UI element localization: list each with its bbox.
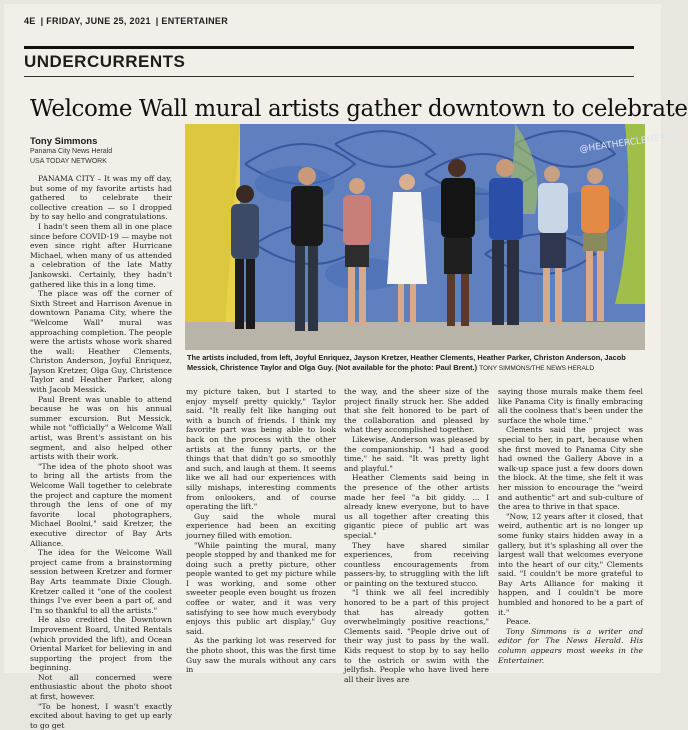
- paragraph: Not all concerned were enthusiastic about the photo shoot at first, however.: [30, 672, 172, 702]
- mural-photo: [185, 124, 679, 350]
- paragraph: Likewise, Anderson was pleased by the companionship. "I had a good time," he said. "It was pretty light and playful.": [344, 434, 489, 473]
- page-number: 4E: [24, 16, 36, 26]
- paragraph: Paul Brent was unable to attend because he was on his annual summer excursion. But Messick, while not "officially" a Welcome Wall artist, was Brent's assistant on his segment, and also helped other artists with their work.: [30, 394, 172, 462]
- article-column-4: [498, 387, 643, 673]
- photo-caption: [187, 353, 643, 373]
- section-title: UNDERCURRENTS: [24, 52, 186, 71]
- photo-credit: TONY SIMMONS/THE NEWS HERALD: [479, 364, 595, 372]
- paragraph: Heather Clements said being in the presence of the other artists made her feel "a bit giddy. ... I already knew everyone, but to have us all together after creating this gigantic piece of public art was special.": [344, 473, 489, 540]
- section-top-rule: [24, 46, 634, 49]
- mural-signature: @HEATHERCLEMENTS: [579, 131, 679, 155]
- paragraph: As the parking lot was reserved for the photo shoot, this was the first time Guy saw the murals without any cars in: [186, 636, 336, 675]
- newspaper-page: [4, 4, 688, 730]
- paragraph: PANAMA CITY – It was my off day, but some of my favorite artists had gathered to celebrate their collective creation — so I dropped by to say hello and congratulations.: [30, 174, 172, 222]
- section-bottom-rule: [24, 76, 634, 77]
- paragraph: "The idea of the photo shoot was to bring all the artists from the Welcome Wall together to celebrate the project and capture the moment through the lens of one of my favorite local photographers, Michael Boolni," said Kretzer, the executive director of Bay Arts Alliance.: [30, 461, 172, 548]
- paragraph: "Now, 12 years after it closed, that weird, authentic art is no longer up some funky stairs hidden away in a gallery, but it's splashing all over the largest wall that welcomes everyone into the heart of our city," Clements said. "I couldn't be more grateful to Bay Arts Alliance for making it happen, and I couldn't be more humbled and honored to be a part of it.": [498, 511, 643, 617]
- paragraph: He also credited the Downtown Improvement Board, United Rentals (which provided the lift), and Ocean Oriental Market for believing in and supporting the project from the beginning.: [30, 615, 172, 673]
- paragraph: the way, and the sheer size of the project finally struck her. She added that she felt honored to be part of the collaboration and pleased by what they accomplished together.: [344, 387, 489, 435]
- paragraph: I hadn't seen them all in one place since before COVID-19 — maybe not even since right after Hurricane Michael, when many of us attended a celebration of the late Matty Jankowski. Certainly, they hadn't gathered like this in a long time.: [30, 221, 172, 289]
- paragraph: The idea for the Welcome Wall project came from a brainstorming session between Kretzer and former Bay Arts teammate Dixie Clough. Kretzer called it "one of the coolest things I've ever been a part of, and I'm so thankful to all the artists.": [30, 548, 172, 615]
- paragraph: saying those murals make them feel like Panama City is finally embracing all the coolness that's been under the surface the whole time.": [498, 387, 643, 425]
- caption-text: The artists included, from left, Joyful Enriquez, Jayson Kretzer, Heather Clements, Heather Parker, Christon Anderson, Jacob Messick, Christence Taylor and Olga Guy. (Not available for the photo: Paul Brent.): [187, 353, 626, 372]
- paragraph: my picture taken, but I started to enjoy myself pretty quickly," Taylor said. "It really felt like hanging out with a bunch of friends. I think my favorite part was being able to look back on the process with the other artists at the funny parts, or the things that that didn't go so smoothly and such, and laugh at them. It seems like we all had our experiences with silly mishaps, interesting comments from onlookers, and of course operating the lift.": [186, 387, 336, 512]
- paragraph: "While painting the mural, many people stopped by and thanked me for doing such a pretty picture, other people wanted to get my picture while I was working, and some other sweeter people even bought us frozen coffee or water, and it was very satisfying to see how much everybody enjoys this public art display," Guy said.: [186, 540, 336, 636]
- byline: [30, 136, 180, 167]
- paragraph: Guy said the whole mural experience had been an exciting journey filled with emotion.: [186, 511, 336, 540]
- byline-name: Tony Simmons: [30, 136, 98, 147]
- paragraph: The place was off the corner of Sixth Street and Harrison Avenue in downtown Panama City, where the "Welcome Wall" mural was approaching completion. The people were the artists whose work shared the wall: Heather Clements, Christon Anderson, Joyful Enriquez, Jayson Kretzer, Olga Guy, Christence Taylor and Heather Parker, along with Jacob Messick.: [30, 289, 172, 395]
- article-column-1: [30, 174, 172, 730]
- paragraph: Peace.: [506, 617, 531, 627]
- folio: 4E | FRIDAY, JUNE 25, 2021 | ENTERTAINER: [24, 16, 229, 26]
- section-name: ENTERTAINER: [161, 16, 229, 26]
- byline-network: USA TODAY NETWORK: [30, 158, 107, 165]
- paragraph: They have shared similar experiences, from receiving countless encouragements from passers-by, to struggling with the lift or painting on the textured stucco.: [344, 540, 489, 588]
- headline: Welcome Wall mural artists gather downtown to celebrate: [30, 96, 688, 122]
- paragraph: "I think we all feel incredibly honored to be a part of this project that has already gotten overwhelmingly positive reactions," Clements said. "People drive out of their way just to pass by the wall. Kids request to stop by to say hello to the ostrich or swim with the jellyfish. People who have lived here all their lives are: [344, 588, 489, 684]
- paragraph: Clements said the project was special to her, in part, because when she first moved to Panama City she had owned the Gallery Above in a walk-up space just a few doors down the block. At the time, she felt it was her mission to encourage the "weird and authentic" art and sub-culture of the area to thrive in that space.: [498, 425, 643, 512]
- issue-date: FRIDAY, JUNE 25, 2021: [46, 16, 151, 26]
- paragraph: "To be honest, I wasn't exactly excited about having to get up early to go get: [30, 701, 172, 730]
- author-signoff: Tony Simmons is a writer and editor for The News Herald. His column appears most weeks in the Entertainer.: [498, 626, 643, 665]
- article-column-2: [186, 387, 336, 673]
- article-column-3: [344, 387, 489, 684]
- mural-photo-illustration: [185, 124, 679, 350]
- byline-outlet: Panama City News Herald: [30, 148, 113, 155]
